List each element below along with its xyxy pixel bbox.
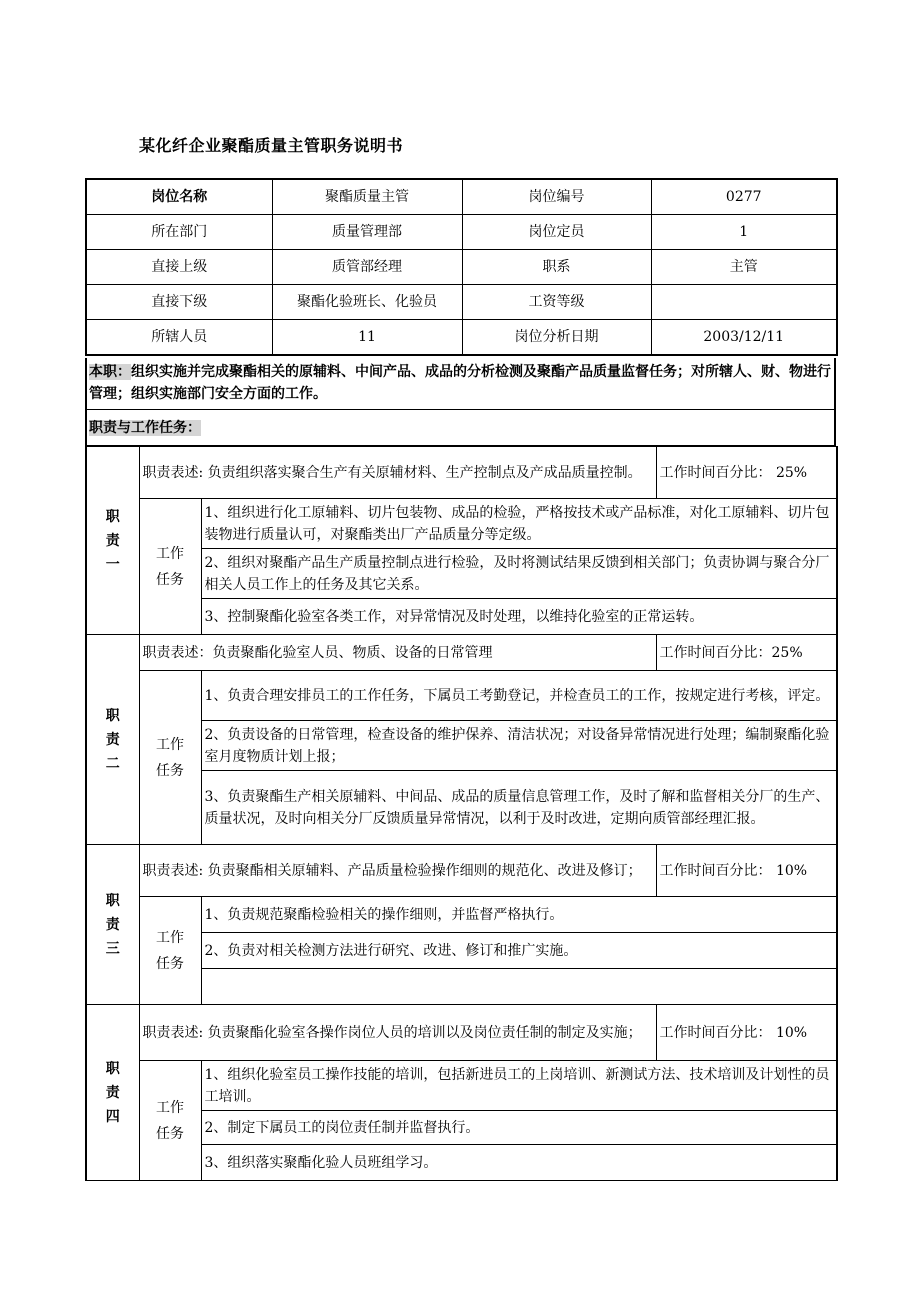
duty-head-char: 责	[105, 532, 120, 549]
task-row	[86, 671, 837, 721]
task-label-line: 任务	[156, 1125, 184, 1142]
duty-head	[86, 845, 139, 1005]
duty-head-char: 职	[105, 508, 120, 525]
duties-header-label: 职责与工作任务：	[89, 420, 201, 436]
info-label: 所辖人员	[86, 320, 272, 356]
info-row	[86, 179, 837, 215]
info-label: 岗位分析日期	[462, 320, 651, 356]
task-row	[86, 1061, 837, 1111]
task-item: 2、负责设备的日常管理，检查设备的维护保养、清洁状况；对设备异常情况进行处理；编制聚酯化验室月度物质计划上报；	[201, 721, 837, 771]
duty-desc-row	[86, 1005, 837, 1061]
duty-head	[86, 635, 139, 845]
duties-section-header	[85, 410, 836, 446]
duty-desc-row	[86, 845, 837, 897]
duties-table	[85, 446, 838, 1181]
position-info-table	[85, 178, 838, 356]
task-label-line: 工作	[156, 929, 184, 946]
task-item: 2、负责对相关检测方法进行研究、改进、修订和推广实施。	[201, 933, 837, 969]
info-row	[86, 285, 837, 320]
task-label	[139, 897, 201, 1005]
info-label: 工资等级	[462, 285, 651, 320]
info-label: 直接下级	[86, 285, 272, 320]
info-value: 2003/12/11	[651, 320, 837, 356]
time-percentage: 工作时间百分比： 25%	[656, 447, 837, 499]
duty-head-char: 责	[105, 916, 120, 933]
duty-head-char: 三	[105, 940, 120, 957]
duty-head	[86, 447, 139, 635]
info-value: 质量管理部	[272, 215, 462, 250]
task-label	[139, 1061, 201, 1181]
duty-head-char: 二	[105, 755, 120, 772]
duty-head-char: 职	[105, 1060, 120, 1077]
duty-head-char: 四	[105, 1108, 120, 1125]
task-row	[86, 897, 837, 933]
task-label-line: 任务	[156, 571, 184, 588]
info-label: 所在部门	[86, 215, 272, 250]
time-percentage: 工作时间百分比： 10%	[656, 1005, 837, 1061]
info-label: 职系	[462, 250, 651, 285]
task-label-line: 任务	[156, 955, 184, 972]
task-item: 3、负责聚酯生产相关原辅料、中间品、成品的质量信息管理工作，及时了解和监督相关分厂的生产、质量状况，及时向相关分厂反馈质量异常情况，以利于及时改进，定期向质管部经理汇报。	[201, 771, 837, 845]
info-value: 质管部经理	[272, 250, 462, 285]
task-item: 1、负责合理安排员工的工作任务，下属员工考勤登记，并检查员工的工作，按规定进行考核，评定。	[201, 671, 837, 721]
info-value: 聚酯化验班长、化验员	[272, 285, 462, 320]
time-percentage: 工作时间百分比：25%	[656, 635, 837, 671]
info-value: 聚酯质量主管	[272, 179, 462, 215]
duty-description: 职责表述: 负责聚酯相关原辅料、产品质量检验操作细则的规范化、改进及修订；	[139, 845, 656, 897]
task-item	[201, 969, 837, 1005]
task-label-line: 工作	[156, 736, 184, 753]
info-value	[651, 285, 837, 320]
task-item: 2、组织对聚酯产品生产质量控制点进行检验，及时将测试结果反馈到相关部门；负责协调与聚合分厂相关人员工作上的任务及其它关系。	[201, 549, 837, 599]
info-value: 11	[272, 320, 462, 356]
document-title: 某化纤企业聚酯质量主管职务说明书	[139, 136, 404, 155]
task-label-line: 工作	[156, 1099, 184, 1116]
duty-head-char: 一	[105, 556, 120, 573]
info-label: 岗位名称	[86, 179, 272, 215]
duty-head-char: 责	[105, 731, 120, 748]
duty-desc-row	[86, 447, 837, 499]
info-row	[86, 320, 837, 356]
task-row	[86, 499, 837, 549]
info-label: 岗位编号	[462, 179, 651, 215]
task-item: 3、控制聚酯化验室各类工作，对异常情况及时处理，以维持化验室的正常运转。	[201, 599, 837, 635]
summary-label: 本职：	[89, 364, 131, 380]
duty-head-char: 责	[105, 1084, 120, 1101]
info-value: 1	[651, 215, 837, 250]
time-percentage: 工作时间百分比： 10%	[656, 845, 837, 897]
task-item: 3、组织落实聚酯化验人员班组学习。	[201, 1145, 837, 1181]
duty-head-char: 职	[105, 892, 120, 909]
task-item: 1、负责规范聚酯检验相关的操作细则，并监督严格执行。	[201, 897, 837, 933]
info-row	[86, 215, 837, 250]
info-value: 主管	[651, 250, 837, 285]
job-summary	[85, 358, 836, 410]
info-value: 0277	[651, 179, 837, 215]
summary-text: 组织实施并完成聚酯相关的原辅料、中间产品、成品的分析检测及聚酯产品质量监督任务；对所辖人、财、物进行管理；组织实施部门安全方面的工作。	[89, 364, 831, 402]
task-label	[139, 671, 201, 845]
duty-description: 职责表述：负责聚酯化验室人员、物质、设备的日常管理	[139, 635, 656, 671]
info-label: 岗位定员	[462, 215, 651, 250]
duty-head-char: 职	[105, 707, 120, 724]
info-label: 直接上级	[86, 250, 272, 285]
info-row	[86, 250, 837, 285]
duty-description: 职责表述: 负责组织落实聚合生产有关原辅材料、生产控制点及产成品质量控制。	[139, 447, 656, 499]
task-label-line: 任务	[156, 762, 184, 779]
task-item: 2、制定下属员工的岗位责任制并监督执行。	[201, 1111, 837, 1145]
duty-head	[86, 1005, 139, 1181]
task-label	[139, 499, 201, 635]
task-label-line: 工作	[156, 545, 184, 562]
duty-desc-row	[86, 635, 837, 671]
duty-description: 职责表述: 负责聚酯化验室各操作岗位人员的培训以及岗位责任制的制定及实施；	[139, 1005, 656, 1061]
task-item: 1、组织化验室员工操作技能的培训，包括新进员工的上岗培训、新测试方法、技术培训及计划性的员工培训。	[201, 1061, 837, 1111]
task-item: 1、组织进行化工原辅料、切片包装物、成品的检验，严格按技术或产品标准，对化工原辅料、切片包装物进行质量认可，对聚酯类出厂产品质量分等定级。	[201, 499, 837, 549]
